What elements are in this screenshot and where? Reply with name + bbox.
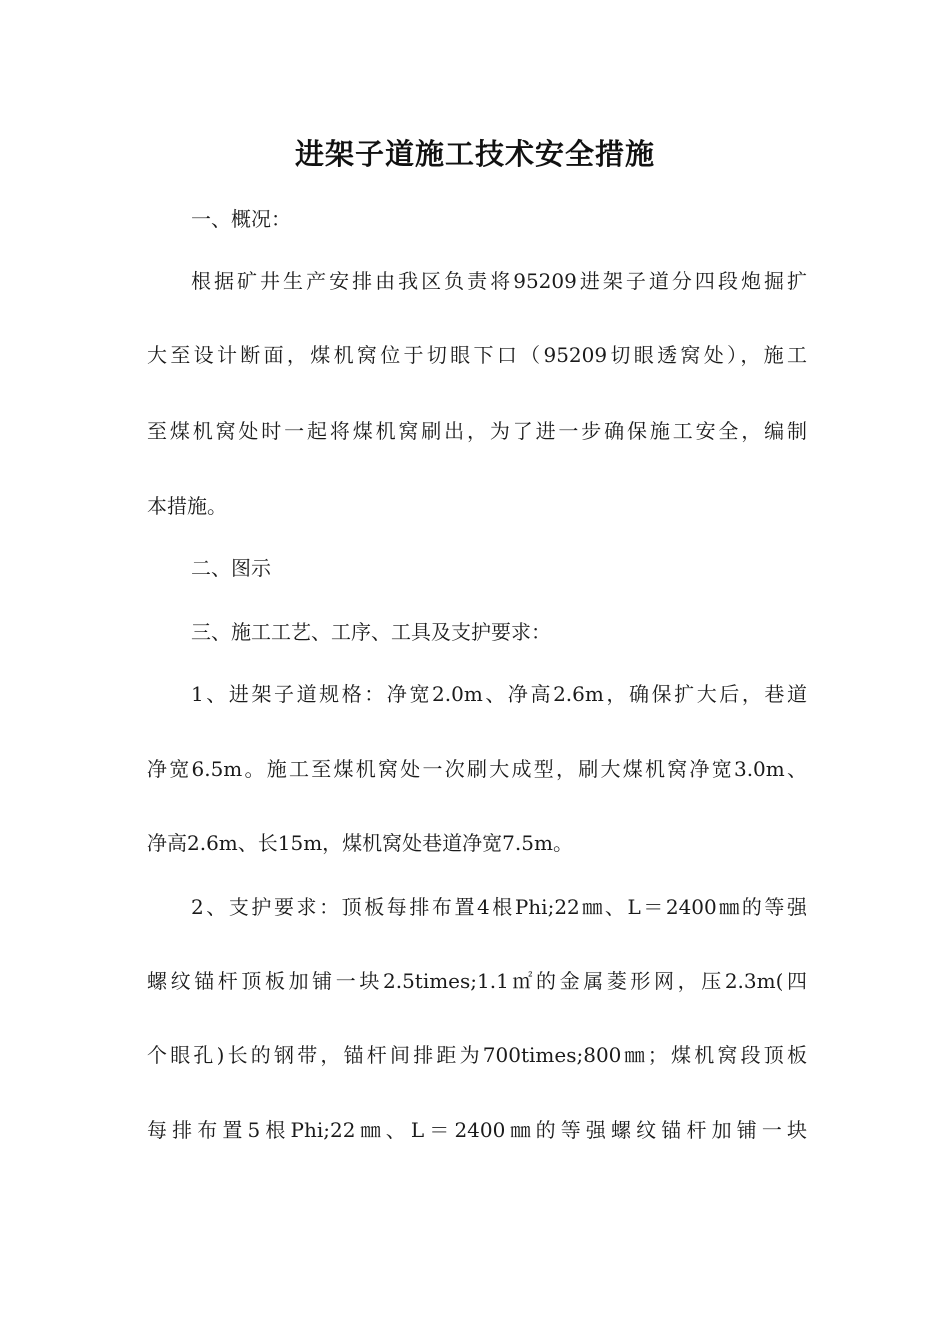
paragraph-line: 根据矿井生产安排由我区负责将95209进架子道分四段炮掘扩 (191, 269, 807, 293)
paragraph-line: 1、进架子道规格：净宽2.0m、净高2.6m，确保扩大后，巷道 (191, 682, 807, 706)
paragraph-line: 净宽6.5m。施工至煤机窝处一次刷大成型，刷大煤机窝净宽3.0m、 (147, 757, 807, 781)
paragraph-line: 螺纹锚杆顶板加铺一块2.5times;1.1㎡的金属菱形网，压2.3m(四 (147, 969, 807, 993)
paragraph-line: 净高2.6m、长15m，煤机窝处巷道净宽7.5m。 (147, 831, 573, 855)
paragraph-line: 本措施。 (147, 494, 227, 518)
paragraph-line: 个眼孔)长的钢带，锚杆间排距为700times;800㎜；煤机窝段顶板 (147, 1043, 807, 1067)
document-title: 进架子道施工技术安全措施 (294, 137, 655, 171)
paragraph-line: 大至设计断面，煤机窝位于切眼下口（95209切眼透窝处），施工 (147, 343, 807, 367)
section-heading-figure: 二、图示 (191, 556, 271, 580)
section-heading-overview: 一、概况： (191, 207, 291, 231)
paragraph-line: 至煤机窝处时一起将煤机窝刷出，为了进一步确保施工安全，编制 (147, 419, 807, 443)
paragraph-line: 每排布置5根Phi;22㎜、L＝2400㎜的等强螺纹锚杆加铺一块 (147, 1118, 807, 1142)
section-heading-process: 三、施工工艺、工序、工具及支护要求： (191, 620, 551, 644)
paragraph-line: 2、支护要求：顶板每排布置4根Phi;22㎜、L＝2400㎜的等强 (191, 895, 807, 919)
